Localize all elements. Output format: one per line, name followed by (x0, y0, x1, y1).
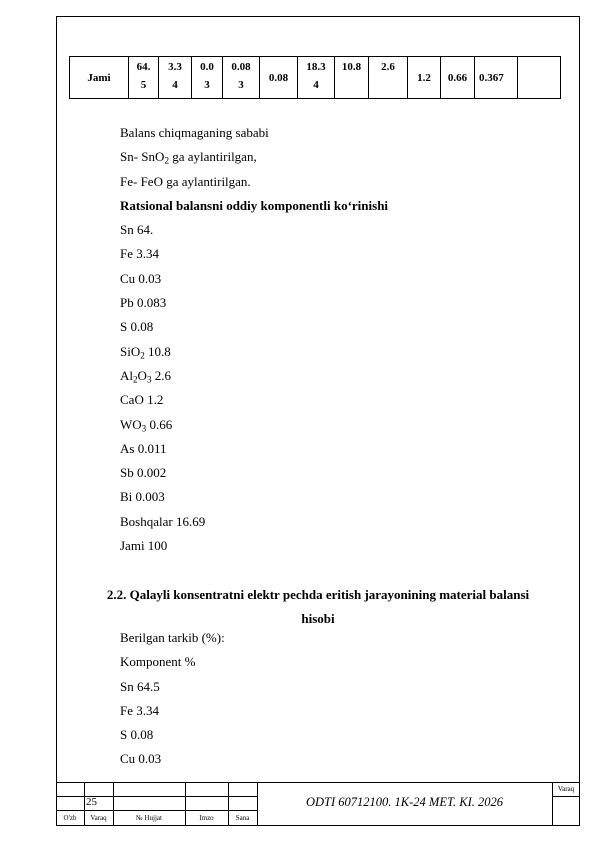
reason-title: Balans chiqmaganing sababi (120, 125, 269, 140)
table-cell: 0.08 3 (223, 57, 260, 99)
list-item: CaO 1.2 (120, 392, 164, 408)
table-cell: 3.3 4 (159, 57, 192, 99)
list-item: Boshqalar 16.69 (120, 513, 206, 529)
list-item: Sb 0.002 (120, 465, 167, 481)
component-header: Komponent % (120, 654, 196, 670)
list-item: $Al_2O_3$ 2.6 (120, 367, 171, 385)
page-number: 25 (86, 796, 97, 808)
list-item: Fe 3.34 (120, 246, 159, 262)
table-cell: 64. 5 (129, 57, 159, 99)
rational-balance-title: Ratsional balansni oddiy komponentli ko‘rinishi (120, 197, 389, 213)
col-hujjat: № Hujjat (136, 814, 162, 822)
list-item: As 0.011 (120, 440, 167, 456)
balance-text (120, 121, 550, 558)
fe-conversion: Fe- FeO ga aylantirilgan. (120, 173, 251, 189)
section-heading: 2.2. Qalayli konsentratni elektr pechda eritish jarayonining material balansi hisobi (106, 587, 530, 626)
list-item: Cu 0.03 (120, 751, 162, 767)
table-cell-label: Jami (70, 57, 129, 99)
composition-table (69, 56, 561, 99)
list-item: Sn 64. (120, 222, 154, 238)
table-cell: 0.66 (441, 57, 475, 99)
table-cell: 1.2 (408, 57, 441, 99)
list-item: Bi 0.003 (120, 489, 165, 505)
given-composition (120, 626, 550, 772)
col-sana: Sana (235, 814, 250, 822)
given-label: Berilgan tarkib (%): (120, 630, 225, 645)
table-cell (518, 57, 561, 99)
list-item: SiO$_2$ 10.8 (120, 343, 171, 360)
sn-conversion: Sn- SnO$_2$ ga aylantirilgan, (120, 149, 257, 166)
col-imzo: Imzo (199, 814, 214, 822)
list-item: S 0.08 (120, 727, 154, 743)
table-cell: 18.3 4 (298, 57, 335, 99)
list-item: S 0.08 (120, 319, 154, 335)
table-cell: 0.0 3 (192, 57, 223, 99)
title-block (56, 782, 580, 826)
varaq-label: Varaq (557, 785, 575, 793)
list-item: Cu 0.03 (120, 270, 162, 286)
col-varaq: Varaq (90, 814, 107, 822)
table-cell: 2.6 (369, 57, 408, 99)
col-ozb: O'zb (63, 814, 77, 822)
table-cell: 0.367 (475, 57, 518, 99)
document-code: ODTI 60712100. 1K-24 MET. KI. 2026 (306, 795, 503, 809)
table-row (70, 57, 561, 99)
list-item: Fe 3.34 (120, 702, 159, 718)
list-item: Pb 0.083 (120, 295, 167, 311)
list-item: Jami 100 (120, 538, 168, 554)
table-cell: 0.08 (260, 57, 298, 99)
table-cell: 10.8 (335, 57, 369, 99)
list-item: Sn 64.5 (120, 678, 160, 694)
list-item: $WO_3$ 0.66 (120, 416, 173, 433)
